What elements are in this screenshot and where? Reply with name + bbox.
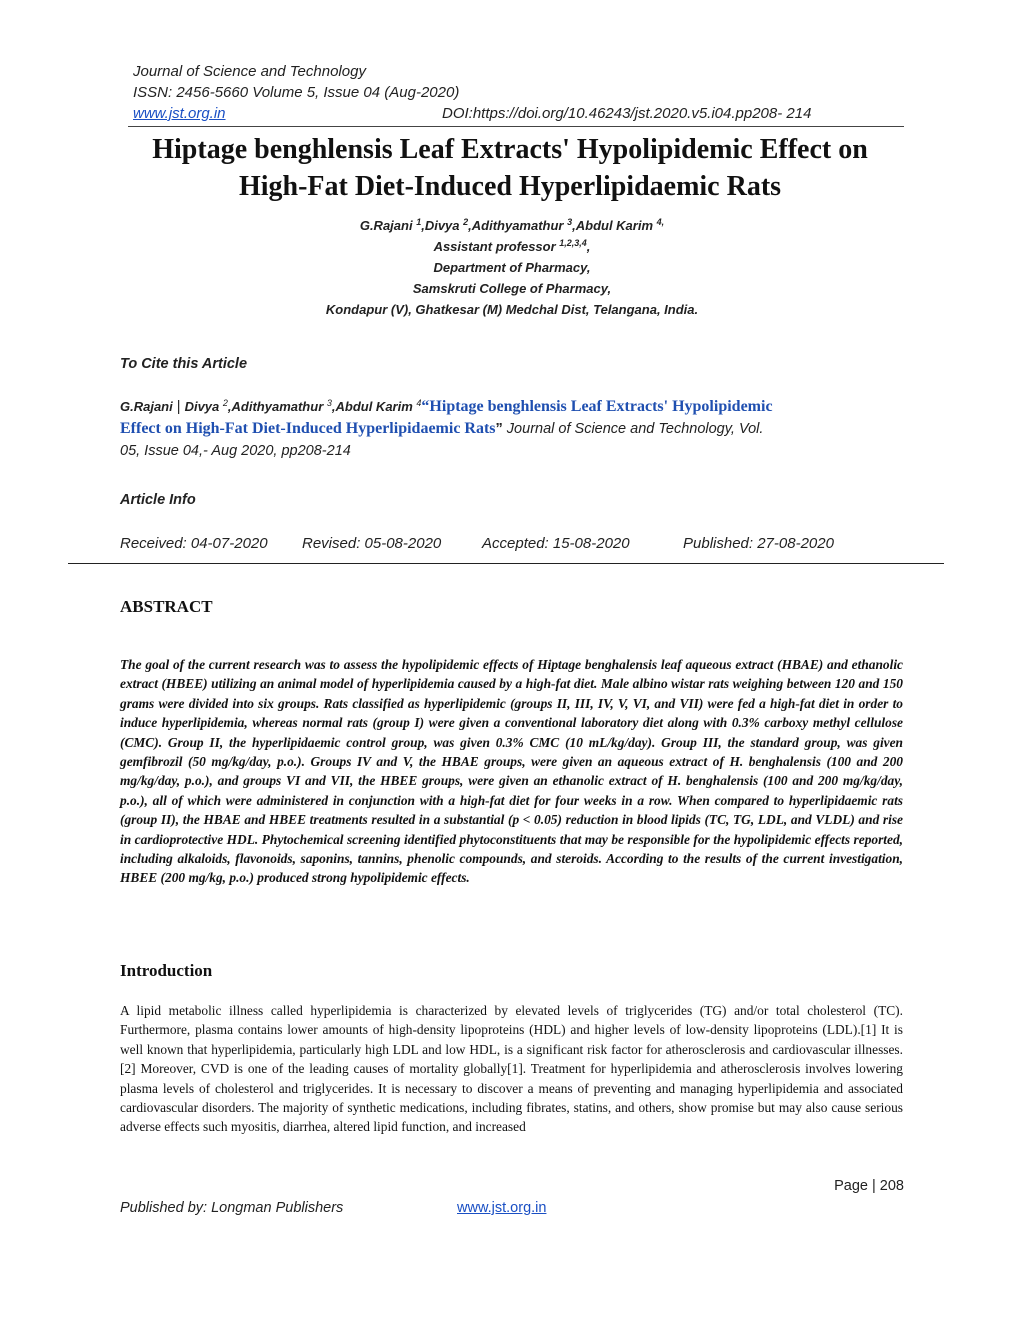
article-info-heading: Article Info (120, 492, 196, 508)
cite-heading: To Cite this Article (120, 356, 248, 372)
abstract-heading: ABSTRACT (120, 597, 213, 616)
introduction-heading: Introduction (120, 961, 213, 980)
introduction-text: A lipid metabolic illness called hyperlipidemia is characterized by elevated levels of triglycerides (TG) and/or total cholesterol (TC). Furthermore, plasma contains lower amounts of high-density lipoproteins (HDL) and higher levels of low-density lipoproteins (LDL).[1] It is well known that hyperlipidemia, particularly high LDL and low HDL, is a significant risk factor for atherosclerosis and cardiovascular illnesses.[2] Moreover, CVD is one of the leading causes of mortality globally[1]. Treatment for hyperlipidemia and atherosclerosis involves lowering plasma levels of cholesterol and triglycerides. It is necessary to discover a means of preventing and managing hyperlipidemia and associated cardiovascular disorders. The majority of synthetic medications, including fibrates, statins, and others, show promise but may also cause serious adverse effects such myositis, diarrhea, altered lipid function, and increased (120, 1003, 903, 1135)
role-text: Assistant professor (433, 239, 560, 254)
cite-separator: | (172, 399, 185, 415)
affiliation-college: Samskruti College of Pharmacy, (412, 281, 612, 296)
author-2-sup: 2 (463, 217, 469, 227)
affiliation-address: Kondapur (V), Ghatkesar (M) Medchal Dist, Telangana, India. (325, 302, 699, 317)
cite-author-2: Divya (184, 399, 223, 414)
affiliation-department: Department of Pharmacy, (433, 260, 591, 275)
cite-author-1: G.Rajani (120, 399, 173, 414)
paper-title-line1: Hiptage benghlensis Leaf Extracts' Hypolipidemic Effect on (152, 134, 868, 165)
footer-website-link[interactable]: www.jst.org.in (457, 1200, 547, 1216)
abstract-text: The goal of the current research was to assess the hypolipidemic effects of Hiptage benghalensis leaf aqueous extract (HBAE) and ethanolic extract (HBEE) utilizing an animal model of hyperlipidemia caused by a high-fat diet. Male albino wistar rats weighing between 120 and 150 grams were divided into six groups. Rats classified as hyperlipidemic (groups II, III, IV, V, VI, and VII) were fed a high-fat diet in order to induce hyperlipidemia, whereas normal rats (group I) were given a conventional laboratory diet along with 0.3% carboxy methyl cellulose (CMC). Group II, the hyperlipidaemic control group, was given 0.3% CMC (10 mL/kg/day). Group III, the standard group, was given gemfibrozil (50 mg/kg/day, p.o.). Groups IV and V, the HBAE groups, were given an aqueous extract of H. benghalensis (100 and 200 mg/kg/day, p.o.), and groups VI and VII, the HBEE groups, were given an ethanolic extract of H. benghalensis (100 and 200 mg/kg/day, p.o.), all of which were administered in conjunction with a high-fat diet for four weeks in a row. When compared to hyperlipidaemic rats (group II), the HBAE and HBEE treatments resulted in a substantial (p < 0.05) reduction in blood lipids (TC, TG, LDL, and VLDL) and rise in cardioprotective HDL. Phytochemical screening identified phytoconstituents that may be responsible for the hypolipidemic effects reported, including alkaloids, flavonoids, saponins, tannins, phenolic compounds, and steroids. According to the results of the current investigation, HBEE (200 mg/kg, p.o.) produced strong hypolipidemic effects. (120, 657, 903, 886)
journal-issn: ISSN: 2456-5660 Volume 5, Issue 04 (Aug-2020) (133, 84, 460, 101)
article-info-rule (68, 563, 944, 564)
cite-title-part2: Effect on High-Fat Diet-Induced Hyperlipidaemic Rats (120, 420, 496, 437)
header-rule (128, 126, 904, 127)
author-role (112, 237, 912, 257)
page-number: Page | 208 (834, 1178, 904, 1194)
citation-line1: G.Rajani | Divya $^2$,Adithyamathur $^3$,Abdul Karim $^4$“Hiptage benghlensis Leaf Extracts' Hypolipidemic (120, 398, 773, 415)
author-3: ,Adithyamathur (468, 218, 568, 233)
author-1-sup: 1 (416, 217, 422, 227)
role-sup: 1,2,3,4 (559, 238, 587, 248)
cite-author-3: ,Adithyamathur (227, 399, 327, 414)
journal-website-link[interactable]: www.jst.org.in (133, 105, 226, 122)
cite-author-4: ,Abdul Karim (331, 399, 417, 414)
date-received: Received: 04-07-2020 (120, 535, 268, 552)
publisher-footer: Published by: Longman Publishers (120, 1200, 344, 1216)
author-2: ,Divya (421, 218, 464, 233)
author-list (112, 216, 912, 236)
citation-block (120, 396, 905, 462)
author-1: G.Rajani (359, 218, 417, 233)
cite-title-part1: Hiptage benghlensis Leaf Extracts' Hypolipidemic (429, 398, 773, 415)
citation-line3: 05, Issue 04,- Aug 2020, pp208-214 (120, 443, 351, 459)
paper-title-line2: High-Fat Diet-Induced Hyperlipidaemic Rats (238, 171, 782, 202)
date-accepted: Accepted: 15-08-2020 (482, 535, 630, 552)
cite-journal-ref: Journal of Science and Technology, Vol. (502, 421, 764, 437)
author-3-sup: 3 (567, 217, 573, 227)
journal-doi: DOI:https://doi.org/10.46243/jst.2020.v5.i04.pp208- 214 (442, 105, 812, 122)
author-4: ,Abdul Karim (572, 218, 657, 233)
role-end: , (586, 239, 591, 254)
citation-line2: Effect on High-Fat Diet-Induced Hyperlipidaemic Rats” Journal of Science and Technology, Vol. (120, 420, 764, 437)
date-revised: Revised: 05-08-2020 (302, 535, 442, 552)
date-published: Published: 27-08-2020 (683, 535, 834, 552)
journal-name: Journal of Science and Technology (133, 63, 366, 80)
author-4-sup: 4, (656, 217, 665, 227)
